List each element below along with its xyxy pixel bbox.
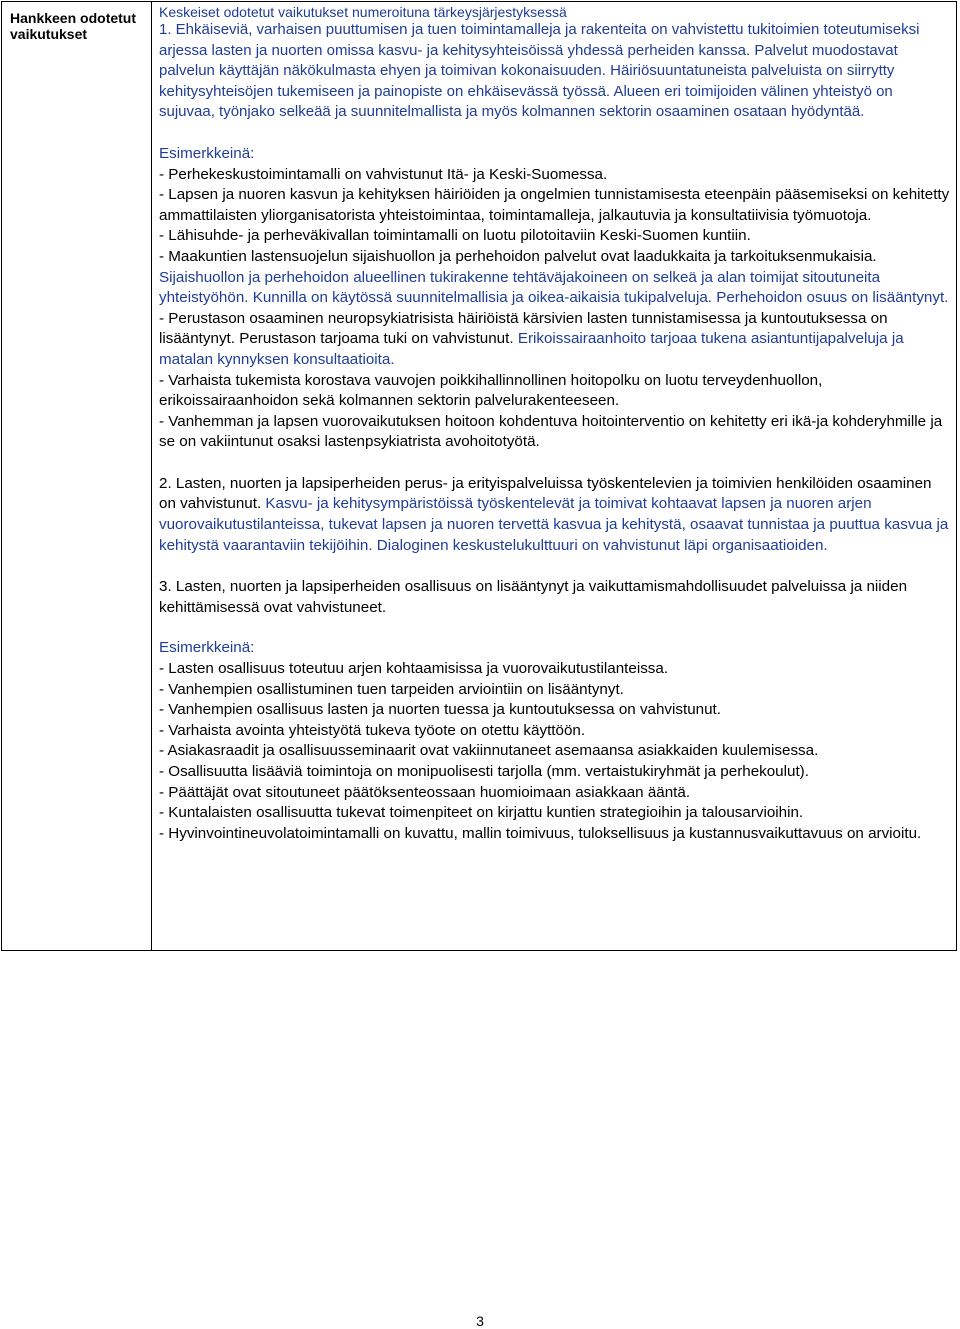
spacer xyxy=(159,123,950,144)
section-1-item-6: - Varhaista tukemista korostava vauvojen poikkihallinnollinen hoitopolku on luotu terveydenhuollon, erikoissairaanhoidon sekä kolmannen sektorin palvelurakenteeseen. xyxy=(159,371,823,410)
section-1-item-5 xyxy=(159,309,950,371)
section-3-examples-label: Esimerkkeinä: xyxy=(159,639,255,657)
section-1-item-1: - Perhekeskustoimintamalli on vahvistunut Itä- ja Keski-Suomessa. xyxy=(159,165,608,183)
item-5-part-b: Erikoissairaanhoito tarjoaa tukena asiantuntijapalveluja ja matalan kynnyksen konsultaatioita. xyxy=(159,330,904,368)
item-4-part-b: Sijaishuollon ja perhehoidon alueellinen tukirakenne tehtäväjakoineen on selkeä ja alan toimijat sitoutuneita yhteistyöhön. xyxy=(159,268,881,307)
section-3-item: - Vanhempien osallisuus lasten ja nuorten tuessa ja kuntoutuksessa on vahvistunut. xyxy=(159,701,721,719)
section-1-item-3: - Lähisuhde- ja perheväkivallan toimintamalli on luotu pilotoitaviin Keski-Suomen kuntiin. xyxy=(159,227,751,245)
table-label-cell xyxy=(2,2,152,950)
section-2-para-a: 2. Lasten, nuorten ja lapsiperheiden perus- ja erityispalveluissa työskentelevien ja toimivien henkilöiden osaaminen on vahvistunut. xyxy=(159,474,932,513)
section-3-item: - Hyvinvointineuvolatoimintamalli on kuvattu, mallin toimivuus, tuloksellisuus ja kustannusvaikuttavuus on arvioitu. xyxy=(159,824,922,842)
section-3-item: - Osallisuutta lisääviä toimintoja on monipuolisesti tarjolla (mm. vertaistukiryhmät ja perhekoulut). xyxy=(159,763,809,780)
section-3-item: - Lasten osallisuus toteutuu arjen kohtaamisissa ja vuorovaikutustilanteissa. xyxy=(159,660,669,678)
section-caption: Keskeiset odotetut vaikutukset numeroituna tärkeysjärjestyksessä xyxy=(159,4,567,20)
spacer xyxy=(159,453,950,474)
row-label: Hankkeen odotetut vaikutukset xyxy=(10,10,137,42)
section-2-para-b: Kasvu- ja kehitysympäristöissä työskentelevät ja toimivat kohtaavat lapsen ja nuoren arjen vuorovaikutustilanteissa, tukevat lapsen ja nuoren tervettä kasvua ja kehitystä, osaavat tunnistaa ja puuttua kasvua ja kehitystä vaarantaviin tekijöihin. Dialoginen keskustelukulttuuri on vahvistunut läpi organisaatioiden. xyxy=(159,495,949,554)
page-number: 3 xyxy=(476,1313,484,1329)
section-2 xyxy=(159,474,950,556)
section-3-item: - Kuntalaisten osallisuutta tukevat toimenpiteet on kirjattu kuntien strategioihin ja talousarvioihin. xyxy=(159,804,804,822)
section-1-item-4 xyxy=(159,247,950,309)
section-1-item-7: - Vanhemman ja lapsen vuorovaikutuksen hoitoon kohdentuva hoitointerventio on kehitetty eri ikä-ja kohderyhmille ja se on vakiintunut osaksi lastenpsykiatrista avohoitotyötä. xyxy=(159,412,943,451)
item-5-part-a: - Perustason osaaminen neuropsykiatrisista häiriöistä kärsivien lasten tunnistamisessa ja kuntoutuksessa on lisääntynyt. Perustason tarjoama tuki on vahvistunut. xyxy=(159,309,888,348)
vaikutukset-table xyxy=(1,1,957,951)
section-1-intro xyxy=(159,20,950,123)
spacer xyxy=(159,556,950,577)
section-3-item: - Päättäjät ovat sitoutuneet päätöksenteossaan huomioimaan asiakkaan ääntä. xyxy=(159,783,691,801)
item-4-part-a: - Maakuntien lastensuojelun sijaishuollon ja perhehoidon palvelut ovat laadukkaita ja tarkoituksenmukaisia. xyxy=(159,247,877,265)
section-1-para-3: Alueen eri toimijoiden välinen yhteistyö on sujuvaa, työnjako selkeää ja suunnitelmallista ja myös kolmannen sektorin osaaminen osataan hyödyntää. xyxy=(159,82,893,121)
section-1-para-2: Palvelut muodostavat palvelun käyttäjän näkökulmasta ehyen ja toimivan kokonaisuuden. Häiriösuuntatuneista palveluista on siirrytty kehitysyhteisöjen tukemiseen ja painopiste on ehkäisevässä työssä. xyxy=(159,41,898,100)
spacer xyxy=(159,618,950,638)
section-3-item: - Asiakasraadit ja osallisuusseminaarit ovat vakiinnutaneet asemaansa asiakkaiden kuulemisessa. xyxy=(159,742,819,760)
section-1-item-2: - Lapsen ja nuoren kasvun ja kehityksen häiriöiden ja ongelmien tunnistamisesta eteenpäin pääsemiseksi on kehitetty ammattilaisten yliorganisatorista yhteistoimintaa, toimintamalleja, jalkautuvia ja konsultatiivisia työmuotoja. xyxy=(159,186,950,224)
section-1-examples-label: Esimerkkeinä: xyxy=(159,144,255,162)
item-4-part-c: Kunnilla on käytössä suunnitelmallisia ja oikea-aikaisia tukipalveluja. Perhehoidon osuus on lisääntynyt. xyxy=(252,289,949,307)
table-content-cell xyxy=(152,2,956,950)
section-3-para: 3. Lasten, nuorten ja lapsiperheiden osallisuus on lisääntynyt ja vaikuttamismahdollisuudet palveluissa ja niiden kehittämisessä ovat vahvistuneet. xyxy=(159,578,908,616)
section-3-item: - Varhaista avointa yhteistyötä tukeva työote on otettu käyttöön. xyxy=(159,721,586,739)
section-1-para-1: 1. Ehkäiseviä, varhaisen puuttumisen ja tuen toimintamalleja ja rakenteita on vahvistettu tukitoimien toteutumiseksi arjessa lasten ja nuorten omissa kasvu- ja kehitysyhteisöissä yhdessä perheiden kanssa. xyxy=(159,21,920,59)
section-3-item: - Vanhempien osallistuminen tuen tarpeiden arviointiin on lisääntynyt. xyxy=(159,680,624,698)
